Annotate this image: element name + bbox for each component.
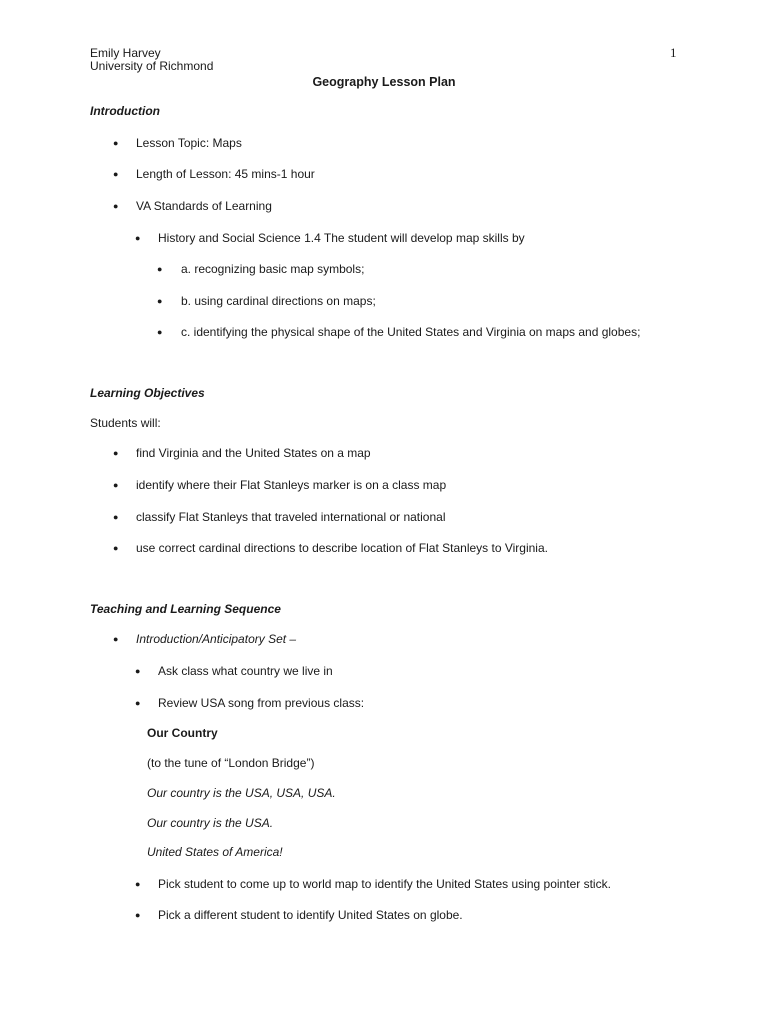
skill-item: c. identifying the physical shape of the United States and Virginia on maps and globes; [181, 325, 641, 339]
bullet-icon: ● [113, 512, 119, 522]
sequence-step: Pick student to come up to world map to identify the United States using pointer stick. [158, 877, 611, 891]
bullet-icon: ● [157, 296, 163, 306]
song-line: United States of America! [147, 845, 283, 859]
bullet-icon: ● [135, 698, 141, 708]
bullet-icon: ● [135, 879, 141, 889]
sequence-step: Ask class what country we live in [158, 664, 333, 678]
lesson-length: Length of Lesson: 45 mins-1 hour [136, 167, 315, 181]
song-tune: (to the tune of “London Bridge”) [147, 756, 315, 770]
bullet-icon: ● [113, 543, 119, 553]
sequence-step: Pick a different student to identify United States on globe. [158, 908, 463, 922]
sequence-step: Review USA song from previous class: [158, 696, 365, 710]
introduction-heading: Introduction [90, 104, 160, 118]
bullet-icon: ● [113, 138, 119, 148]
author-name: Emily Harvey [90, 46, 161, 60]
bullet-icon: ● [157, 264, 163, 274]
anticipatory-set-label: Introduction/Anticipatory Set – [136, 632, 297, 646]
lesson-topic: Lesson Topic: Maps [136, 136, 242, 150]
objectives-intro: Students will: [90, 416, 161, 430]
bullet-icon: ● [135, 666, 141, 676]
objectives-heading: Learning Objectives [90, 386, 205, 400]
bullet-icon: ● [113, 201, 119, 211]
bullet-icon: ● [113, 169, 119, 179]
sequence-heading: Teaching and Learning Sequence [90, 602, 281, 616]
objective-item: identify where their Flat Stanleys marker is on a class map [136, 478, 447, 492]
page-title: Geography Lesson Plan [312, 75, 456, 89]
song-line: Our country is the USA. [147, 816, 274, 830]
skill-item: b. using cardinal directions on maps; [181, 294, 376, 308]
bullet-icon: ● [135, 233, 141, 243]
skill-item: a. recognizing basic map symbols; [181, 262, 365, 276]
objective-item: find Virginia and the United States on a map [136, 446, 371, 460]
bullet-icon: ● [113, 480, 119, 490]
bullet-icon: ● [113, 448, 119, 458]
bullet-icon: ● [135, 910, 141, 920]
objective-item: use correct cardinal directions to describe location of Flat Stanleys to Virginia. [136, 541, 548, 555]
objective-item: classify Flat Stanleys that traveled international or national [136, 510, 446, 524]
song-title: Our Country [147, 726, 218, 740]
va-standards: VA Standards of Learning [136, 199, 272, 213]
page-number: 1 [670, 45, 677, 60]
song-line: Our country is the USA, USA, USA. [147, 786, 336, 800]
bullet-icon: ● [113, 634, 119, 644]
institution-name: University of Richmond [90, 59, 214, 73]
bullet-icon: ● [157, 327, 163, 337]
standard-detail: History and Social Science 1.4 The student will develop map skills by [158, 231, 525, 245]
